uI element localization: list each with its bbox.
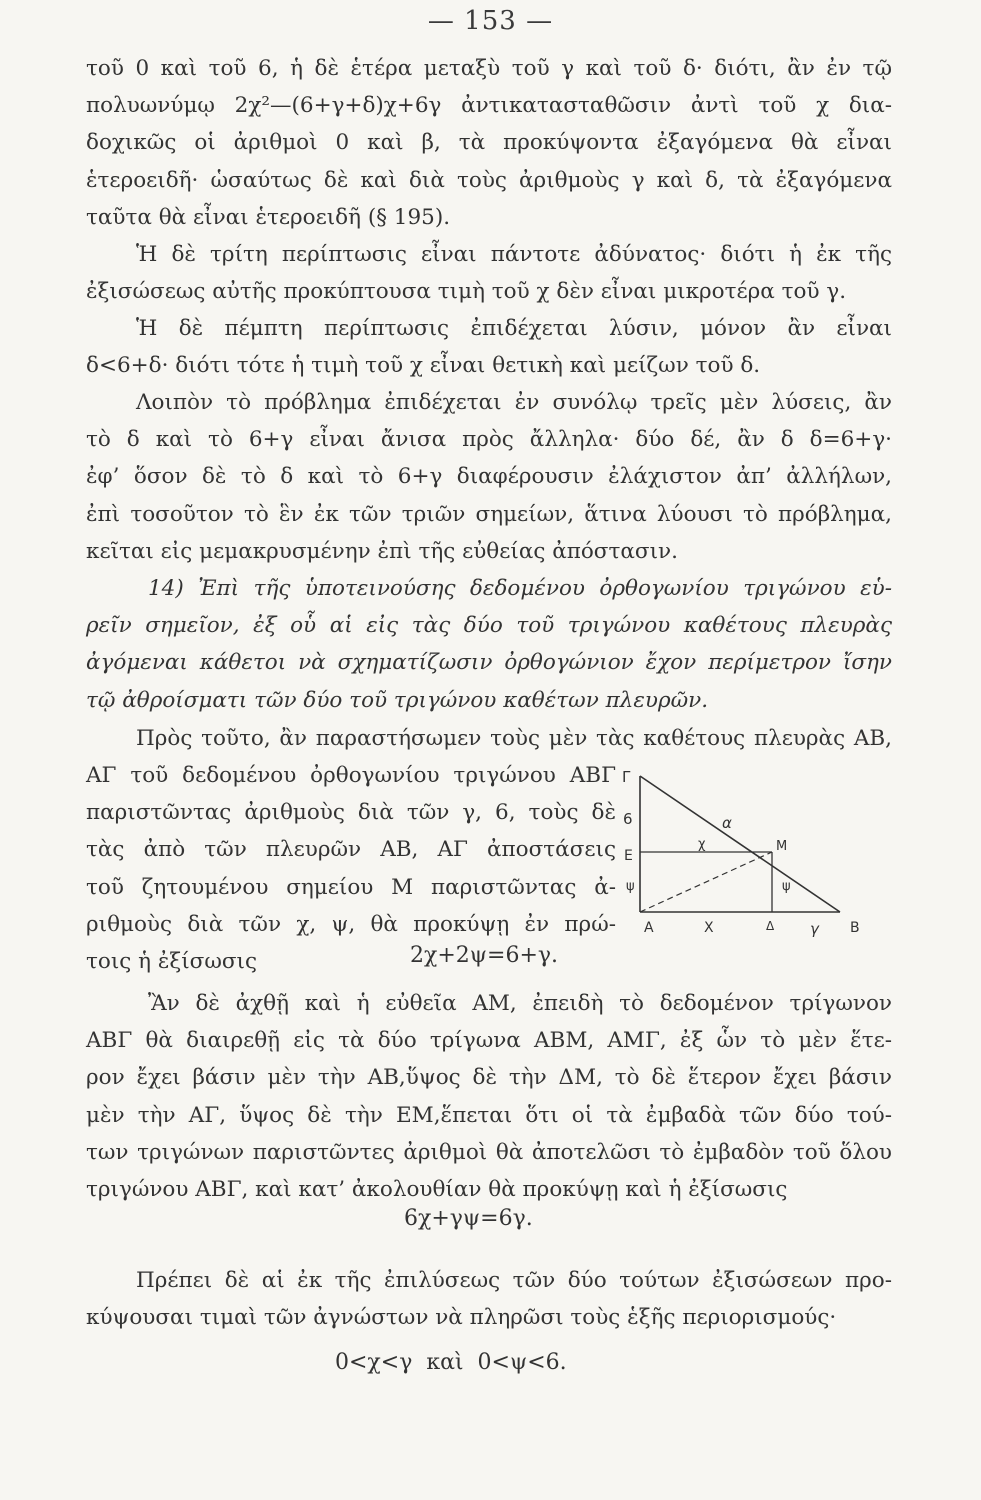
text-line: τὰς ἀπὸ τῶν πλευρῶν ΑΒ, ΑΓ ἀποστάσεις: [86, 837, 616, 863]
right-triangle-figure: [618, 762, 880, 942]
paragraph-7: [86, 1262, 892, 1336]
problem-14: [86, 570, 892, 719]
text-line: ἐφ’ ὅσον δὲ τὸ δ καὶ τὸ 6+γ διαφέρουσιν ἐλάχιστον ἀπ’ ἀλλήλων,: [86, 464, 892, 490]
label-gamma: Γ: [622, 768, 631, 786]
label-Delta: Δ: [766, 919, 775, 933]
paragraph-5: [86, 720, 892, 757]
text-line: Ἡ δὲ τρίτη περίπτωσις εἶναι πάντοτε ἀδύνατος· διότι ἡ ἐκ τῆς: [136, 242, 892, 267]
label-B: Β: [850, 920, 860, 936]
text-line: κεῖται εἰς μεμακρυσμένην ἐπὶ τῆς εὐθείας ἀπόστασιν.: [86, 538, 678, 564]
text-line: ἀγόμεναι κάθετοι νὰ σχηματίζωσιν ὀρθογώνιον ἔχον περίμετρον ἴσην: [86, 650, 892, 676]
text-line: πολυωνύμῳ 2χ²—(6+γ+δ)χ+6γ ἀντικατασταθῶσιν ἀντὶ τοῦ χ δια-: [86, 93, 892, 119]
text-line: παριστῶντας ἀριθμοὺς διὰ τῶν γ, 6, τοὺς δὲ: [86, 800, 616, 826]
label-psi-right: ψ: [782, 879, 791, 894]
text-line: ρον ἔχει βάσιν μὲν τὴν ΑΒ,ὕψος δὲ τὴν ΔΜ, τὸ δὲ ἕτερον ἔχει βάσιν: [86, 1065, 892, 1091]
text-line: τριγώνου ΑΒΓ, καὶ κατ’ ἀκολουθίαν θὰ προκύψῃ καὶ ἡ ἐξίσωσις: [86, 1176, 788, 1202]
text-line: ΑΒΓ θὰ διαιρεθῇ εἰς τὰ δύο τρίγωνα ΑΒΜ, ΑΜΓ, ἐξ ὧν τὸ μὲν ἕτε-: [86, 1028, 892, 1054]
text-line: δοχικῶς οἱ ἀριθμοὶ 0 καὶ β, τὰ προκύψοντα ἐξαγόμενα θὰ εἶναι: [86, 130, 892, 156]
text-line: τοῦ 0 καὶ τοῦ 6, ἡ δὲ ἑτέρα μεταξὺ τοῦ γ καὶ τοῦ δ· διότι, ἂν ἐν τῷ: [86, 56, 892, 81]
text-line: ριθμοὺς διὰ τῶν χ, ψ, θὰ προκύψῃ ἐν πρώ-: [86, 911, 616, 937]
text-line: των τριγώνων παριστῶντες ἀριθμοὶ θὰ ἀποτελῶσι τὸ ἐμβαδὸν τοῦ ὅλου: [86, 1139, 892, 1165]
text-line: ἑτεροειδῆ· ὡσαύτως δὲ καὶ διὰ τοὺς ἀριθμοὺς γ καὶ δ, τὰ ἐξαγόμενα: [86, 167, 892, 193]
paragraph-6: [86, 985, 892, 1208]
equation-3: 0<χ<γ καὶ 0<ψ<6.: [335, 1350, 567, 1375]
text-line: ἐξισώσεως αὐτῆς προκύπτουσα τιμὴ τοῦ χ δὲν εἶναι μικροτέρα τοῦ γ.: [86, 279, 847, 305]
text-line: ἐπὶ τοσοῦτον τὸ ἓν ἐκ τῶν τριῶν σημείων, ἅτινα λύουσι τὸ πρόβλημα,: [86, 501, 892, 527]
segment-AM: [640, 852, 772, 912]
text-line: Πρέπει δὲ αἱ ἐκ τῆς ἐπιλύσεως τῶν δύο τούτων ἐξισώσεων προ-: [136, 1268, 892, 1293]
page-number: — 153 —: [427, 6, 554, 36]
paragraph-2: [86, 236, 892, 310]
text-line: Πρὸς τοῦτο, ἂν παραστήσωμεν τοὺς μὲν τὰς καθέτους πλευρὰς ΑΒ,: [136, 726, 892, 751]
label-alpha: α: [722, 814, 732, 832]
label-psi-left: ψ: [626, 879, 635, 894]
text-line: Λοιπὸν τὸ πρόβλημα ἐπιδέχεται ἐν συνόλῳ τρεῖς μὲν λύσεις, ἂν: [136, 390, 892, 415]
paragraph-1: [86, 50, 892, 236]
text-line: ρεῖν σημεῖον, ἐξ οὗ αἱ εἰς τὰς δύο τοῦ τριγώνου καθέτους πλευρὰς: [86, 613, 892, 639]
text-line: τῷ ἀθροίσματι τῶν δύο τοῦ τριγώνου καθέτων πλευρῶν.: [86, 687, 709, 713]
label-x-top: χ: [698, 837, 706, 852]
label-E: Ε: [624, 848, 633, 864]
label-M: Μ: [776, 839, 788, 854]
text-line: κύψουσαι τιμαὶ τῶν ἀγνώστων νὰ πληρῶσι τοὺς ἑξῆς περιορισμούς·: [86, 1305, 837, 1331]
hypotenuse-GB: [640, 776, 840, 912]
text-line: Ἂν δὲ ἀχθῇ καὶ ἡ εὐθεῖα ΑΜ, ἐπειδὴ τὸ δεδομένον τρίγωνον: [148, 991, 892, 1016]
label-x-bottom: Χ: [704, 920, 714, 936]
paragraph-3: [86, 310, 892, 384]
equation-2: 6χ+γψ=6γ.: [404, 1206, 533, 1231]
text-line: 14) Ἐπὶ τῆς ὑποτεινούσης δεδομένου ὀρθογωνίου τριγώνου εὑ-: [148, 576, 892, 601]
text-line: ταῦτα θὰ εἶναι ἑτεροειδῆ (§ 195).: [86, 204, 451, 230]
label-g: γ: [810, 920, 819, 938]
paragraph-4: [86, 384, 892, 570]
text-line: τοις ἡ ἐξίσωσις: [86, 948, 258, 974]
text-line: δ<6+δ· διότι τότε ἡ τιμὴ τοῦ χ εἶναι θετικὴ καὶ μείζων τοῦ δ.: [86, 353, 761, 379]
label-A: Α: [644, 920, 654, 936]
text-line: Ἡ δὲ πέμπτη περίπτωσις ἐπιδέχεται λύσιν, μόνον ἂν εἶναι: [136, 316, 892, 341]
text-line: ΑΓ τοῦ δεδομένου ὀρθογωνίου τριγώνου ΑΒΓ: [86, 763, 616, 788]
text-line: τὸ δ καὶ τὸ 6+γ εἶναι ἄνισα πρὸς ἄλληλα· δύο δέ, ἂν δ δ=6+γ·: [86, 427, 892, 453]
text-line: μὲν τὴν ΑΓ, ὕψος δὲ τὴν ΕΜ,ἕπεται ὅτι οἱ τὰ ἐμβαδὰ τῶν δύο τού-: [86, 1102, 892, 1128]
label-six: 6: [623, 810, 633, 828]
equation-1: 2χ+2ψ=6+γ.: [410, 943, 559, 968]
text-line: τοῦ ζητουμένου σημείου Μ παριστῶντας ἀ-: [86, 874, 616, 900]
